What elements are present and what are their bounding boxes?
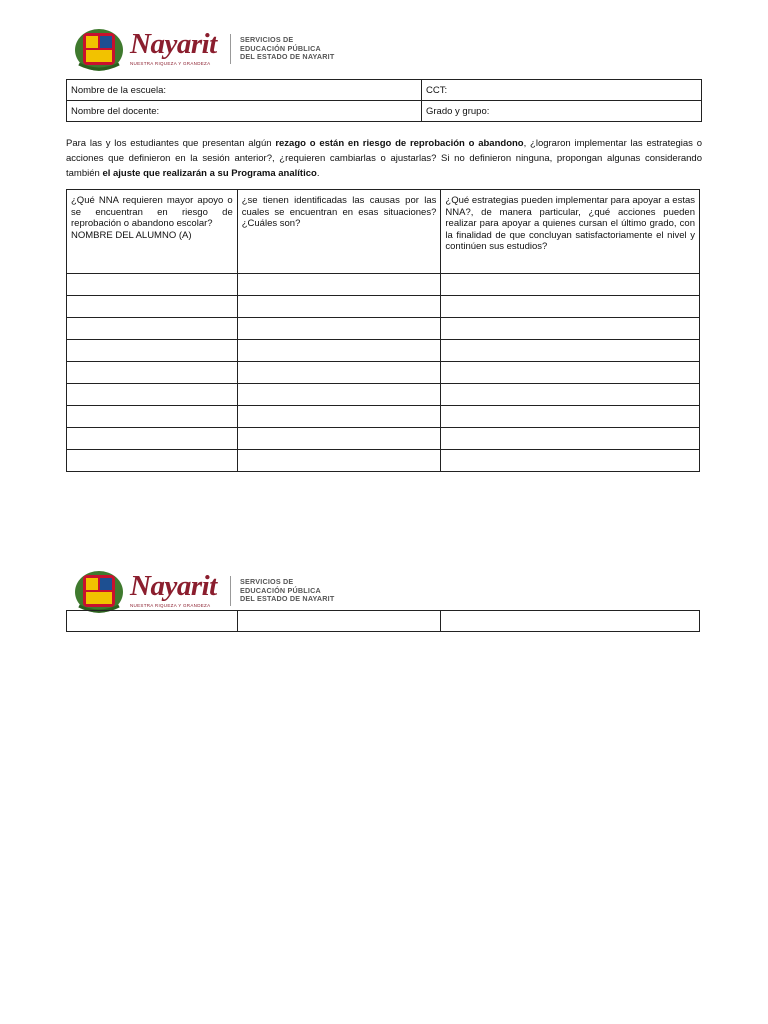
intro-text-2: , ¿lograron implementar las estrategias o acciones que definieron en la sesión anterior?, ¿requieren cambiarlas o ajustarlas? Si no definieron ninguna, propongan algunas considerando también bbox=[66, 138, 702, 179]
table-cell[interactable] bbox=[67, 318, 238, 340]
table-cell[interactable] bbox=[237, 428, 441, 450]
header-col-strategies: ¿Qué estrategias pueden implementar para apoyar a estas NNA?, de manera particular, ¿qué acciones pueden realizar para apoyar a quienes cursan el último grado, con la finalidad de que concluyan satisfactoriamente el nivel y continúen sus estudios? bbox=[441, 190, 700, 274]
table-cell[interactable] bbox=[67, 362, 238, 384]
table-cell[interactable] bbox=[67, 274, 238, 296]
intro-bold-1: rezago o están en riesgo de reprobación o abandono bbox=[275, 138, 524, 149]
table-cell[interactable] bbox=[441, 274, 700, 296]
nayarit-logo-text: Nayarit bbox=[130, 570, 217, 602]
table-cell[interactable] bbox=[237, 384, 441, 406]
table-cell[interactable] bbox=[441, 450, 700, 472]
cct-label: CCT: bbox=[426, 84, 448, 96]
org-line-2: EDUCACIÓN PÚBLICA bbox=[240, 43, 321, 53]
table-cell[interactable] bbox=[67, 406, 238, 428]
org-name bbox=[240, 578, 334, 604]
table-row bbox=[67, 318, 700, 340]
table-cell[interactable] bbox=[67, 296, 238, 318]
school-name-label: Nombre de la escuela: bbox=[71, 84, 167, 96]
table-cell[interactable] bbox=[237, 406, 441, 428]
table-cell[interactable] bbox=[237, 611, 441, 632]
intro-text-1: Para las y los estudiantes que presentan algún bbox=[66, 138, 276, 149]
table-cell[interactable] bbox=[237, 296, 441, 318]
table-cell[interactable] bbox=[441, 318, 700, 340]
table-cell[interactable] bbox=[441, 406, 700, 428]
table-cell[interactable] bbox=[441, 611, 700, 632]
header-col-students-question: ¿Qué NNA requieren mayor apoyo o se encuentran en riesgo de reprobación o abandono escolar? bbox=[71, 195, 233, 229]
cct-field[interactable] bbox=[422, 80, 702, 101]
intro-text-3: . bbox=[316, 168, 320, 179]
table-row bbox=[67, 611, 700, 632]
org-line-2: EDUCACIÓN PÚBLICA bbox=[240, 585, 321, 595]
org-line-1: SERVICIOS DE bbox=[240, 577, 294, 586]
table-cell[interactable] bbox=[441, 428, 700, 450]
org-name bbox=[240, 36, 334, 62]
table-row bbox=[67, 428, 700, 450]
grade-group-label: Grado y grupo: bbox=[426, 105, 490, 117]
org-line-3: DEL ESTADO DE NAYARIT bbox=[240, 594, 335, 604]
table-cell[interactable] bbox=[237, 450, 441, 472]
header-col-causes: ¿se tienen identificadas las causas por las cuales se encuentran en esas situaciones? ¿Cuáles son? bbox=[237, 190, 441, 274]
table-cell[interactable] bbox=[237, 362, 441, 384]
nayarit-shield-icon bbox=[74, 28, 124, 72]
table-row bbox=[67, 406, 700, 428]
page-header-2 bbox=[74, 568, 374, 616]
table-cell[interactable] bbox=[237, 274, 441, 296]
teacher-name-label: Nombre del docente: bbox=[71, 105, 160, 117]
table-row bbox=[67, 296, 700, 318]
table-cell[interactable] bbox=[441, 340, 700, 362]
table-cell[interactable] bbox=[67, 384, 238, 406]
logo-motto: NUESTRA RIQUEZA Y GRANDEZA bbox=[130, 61, 211, 66]
table-row bbox=[67, 450, 700, 472]
page-header bbox=[74, 26, 374, 74]
table-row bbox=[67, 274, 700, 296]
table-cell[interactable] bbox=[237, 340, 441, 362]
header-col-students-name: NOMBRE DEL ALUMNO (A) bbox=[71, 229, 192, 241]
header-divider bbox=[230, 34, 231, 64]
table-row bbox=[67, 340, 700, 362]
table-cell[interactable] bbox=[67, 450, 238, 472]
table-row bbox=[67, 362, 700, 384]
table-cell[interactable] bbox=[441, 296, 700, 318]
school-info-table bbox=[66, 79, 702, 122]
intro-bold-2: el ajuste que realizarán a su Programa analítico bbox=[102, 168, 317, 179]
intro-paragraph bbox=[66, 136, 702, 181]
students-table bbox=[66, 189, 700, 472]
teacher-name-field[interactable] bbox=[67, 101, 422, 122]
org-line-1: SERVICIOS DE bbox=[240, 35, 294, 44]
students-table-continued bbox=[66, 610, 700, 632]
table-cell[interactable] bbox=[67, 340, 238, 362]
table-cell[interactable] bbox=[67, 428, 238, 450]
table-header-row bbox=[67, 190, 700, 274]
table-cell[interactable] bbox=[237, 318, 441, 340]
nayarit-logo-text: Nayarit bbox=[130, 28, 217, 60]
table-row bbox=[67, 384, 700, 406]
nayarit-shield-icon bbox=[74, 570, 124, 614]
table-cell[interactable] bbox=[441, 362, 700, 384]
org-line-3: DEL ESTADO DE NAYARIT bbox=[240, 52, 335, 62]
table-cell[interactable] bbox=[441, 384, 700, 406]
grade-group-field[interactable] bbox=[422, 101, 702, 122]
header-col-students bbox=[67, 190, 238, 274]
table-cell[interactable] bbox=[67, 611, 238, 632]
logo-motto: NUESTRA RIQUEZA Y GRANDEZA bbox=[130, 603, 211, 608]
header-divider bbox=[230, 576, 231, 606]
school-name-field[interactable] bbox=[67, 80, 422, 101]
